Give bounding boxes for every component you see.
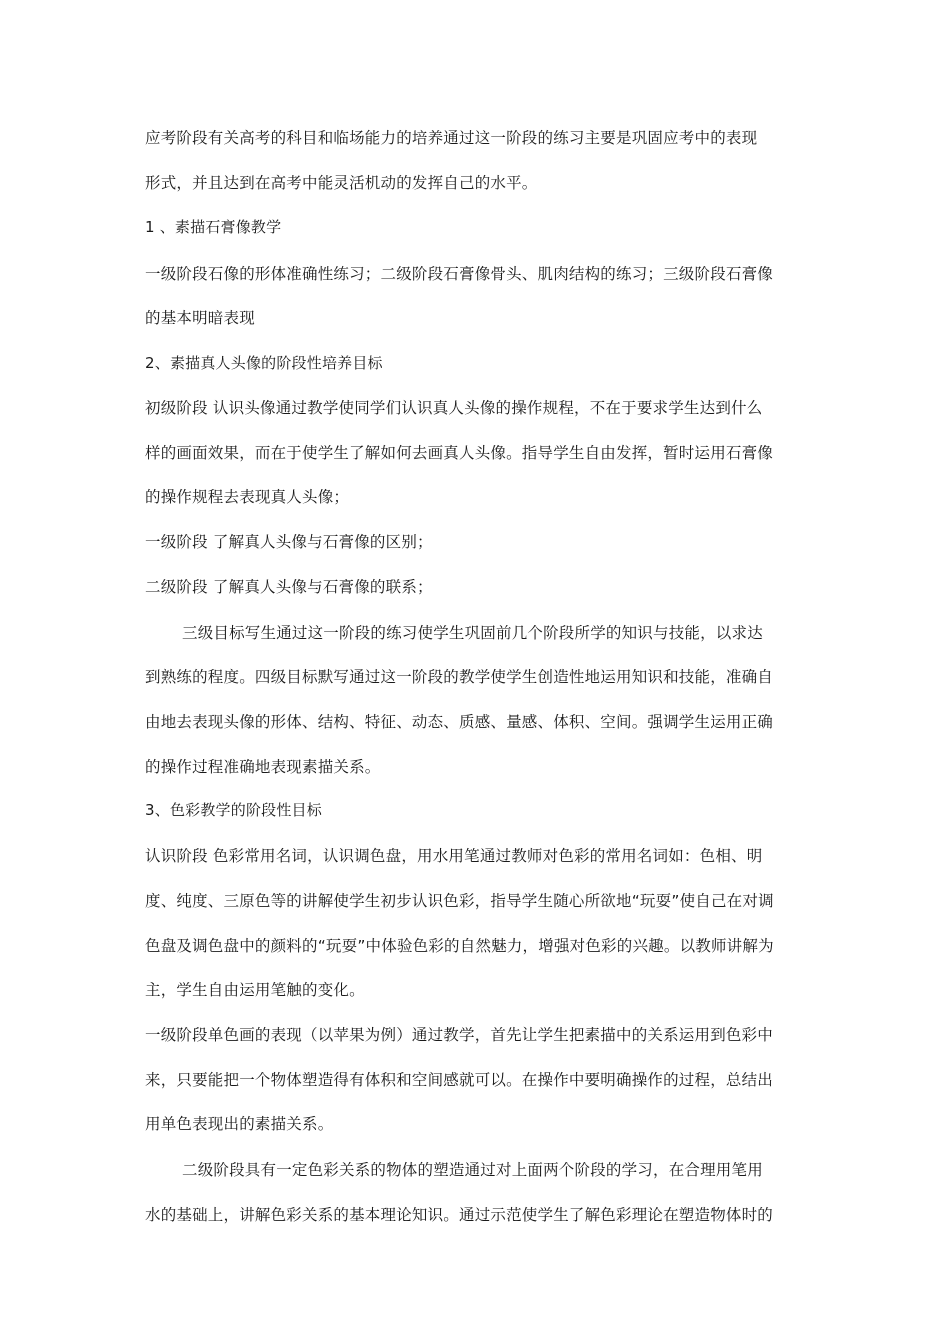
paragraph-line: 应考阶段有关高考的科目和临场能力的培养通过这一阶段的练习主要是巩固应考中的表现 — [145, 129, 758, 147]
paragraph-line: 一级阶段单色画的表现（以苹果为例）通过教学，首先让学生把素描中的关系运用到色彩中 — [145, 1026, 774, 1044]
paragraph-line: 一级阶段石像的形体准确性练习；二级阶段石膏像骨头、肌肉结构的练习；三级阶段石膏像 — [145, 265, 774, 283]
paragraph-line: 形式，并且达到在高考中能灵活机动的发挥自己的水平。 — [145, 174, 538, 192]
section-heading: 1 、素描石膏像教学 — [145, 218, 282, 236]
paragraph-line: 认识阶段 色彩常用名词，认识调色盘，用水用笔通过教师对色彩的常用名词如：色相、明 — [145, 847, 763, 865]
section-heading: 2、素描真人头像的阶段性培养目标 — [145, 354, 383, 372]
paragraph-line: 样的画面效果，而在于使学生了解如何去画真人头像。指导学生自由发挥，暂时运用石膏像 — [145, 444, 774, 462]
paragraph-line: 的操作过程准确地表现素描关系。 — [145, 758, 381, 776]
paragraph-line: 到熟练的程度。四级目标默写通过这一阶段的教学使学生创造性地运用知识和技能，准确自 — [145, 668, 774, 686]
paragraph-line: 主，学生自由运用笔触的变化。 — [145, 981, 365, 999]
paragraph-line: 水的基础上，讲解色彩关系的基本理论知识。通过示范使学生了解色彩理论在塑造物体时的 — [145, 1206, 774, 1224]
paragraph-line: 初级阶段 认识头像通过教学使同学们认识真人头像的操作规程，不在于要求学生达到什么 — [145, 399, 763, 417]
paragraph-line: 度、纯度、三原色等的讲解使学生初步认识色彩，指导学生随心所欲地“玩耍”使自己在对调 — [145, 892, 774, 910]
paragraph-line: 的基本明暗表现 — [145, 309, 255, 327]
paragraph-line: 的操作规程去表现真人头像； — [145, 488, 350, 506]
section-heading: 3、色彩教学的阶段性目标 — [145, 801, 322, 819]
paragraph-line: 二级阶段 了解真人头像与石膏像的联系； — [145, 578, 433, 596]
paragraph-line: 三级目标写生通过这一阶段的练习使学生巩固前几个阶段所学的知识与技能，以求达 — [182, 624, 763, 642]
paragraph-line: 二级阶段具有一定色彩关系的物体的塑造通过对上面两个阶段的学习，在合理用笔用 — [182, 1161, 763, 1179]
paragraph-line: 一级阶段 了解真人头像与石膏像的区别； — [145, 533, 433, 551]
paragraph-line: 用单色表现出的素描关系。 — [145, 1115, 334, 1133]
paragraph-line: 色盘及调色盘中的颜料的“玩耍”中体验色彩的自然魅力，增强对色彩的兴趣。以教师讲解为 — [145, 937, 774, 955]
paragraph-line: 由地去表现头像的形体、结构、特征、动态、质感、量感、体积、空间。强调学生运用正确 — [145, 713, 774, 731]
paragraph-line: 来，只要能把一个物体塑造得有体积和空间感就可以。在操作中要明确操作的过程，总结出 — [145, 1071, 774, 1089]
